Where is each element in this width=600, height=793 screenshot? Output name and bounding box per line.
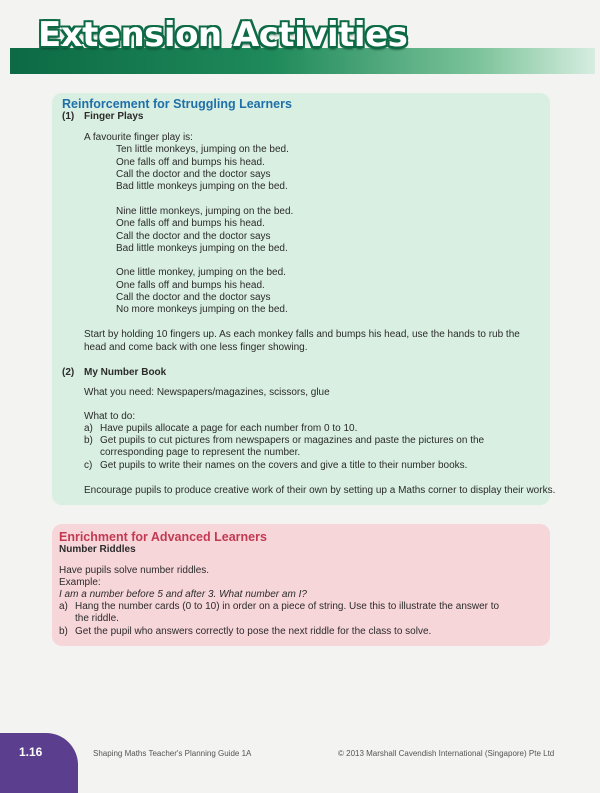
stanza3-line: No more monkeys jumping on the bed. [116, 304, 288, 315]
step-text: Hang the number cards (0 to 10) in order on a piece of string. Use this to illustrate the answer to [75, 601, 500, 612]
copyright: © 2013 Marshall Cavendish International (Singapore) Pte Ltd [338, 749, 555, 758]
stanza1-line: Ten little monkeys, jumping on the bed. [116, 144, 289, 155]
enrichment-intro: Have pupils solve number riddles. [59, 565, 210, 576]
activity1-intro: A favourite finger play is: [84, 132, 193, 143]
step-marker: a) [59, 601, 68, 612]
enrichment-heading: Enrichment for Advanced Learners [59, 530, 267, 544]
stanza1-line: One falls off and bumps his head. [116, 157, 265, 168]
step-marker: c) [84, 460, 93, 471]
step-marker: b) [59, 626, 68, 637]
activity1-title: Finger Plays [84, 111, 144, 122]
stanza2-line: Nine little monkeys, jumping on the bed. [116, 206, 294, 217]
stanza2-line: Bad little monkeys jumping on the bed. [116, 243, 288, 254]
activity2-number: (2) [62, 367, 75, 378]
stanza2-line: One falls off and bumps his head. [116, 218, 265, 229]
step-marker: a) [84, 423, 93, 434]
activity2-encourage: Encourage pupils to produce creative work of their own by setting up a Maths corner to display their works. [84, 485, 556, 496]
stanza1-line: Bad little monkeys jumping on the bed. [116, 181, 288, 192]
enrichment-subheading: Number Riddles [59, 544, 136, 555]
step-text: Get pupils to write their names on the covers and give a title to their number books. [100, 460, 468, 471]
book-title: Shaping Maths Teacher's Planning Guide 1A [93, 749, 252, 758]
example-label: Example: [59, 577, 101, 588]
stanza2-line: Call the doctor and the doctor says [116, 231, 271, 242]
step-text: Have pupils allocate a page for each number from 0 to 10. [100, 423, 358, 434]
step-text: Get the pupil who answers correctly to pose the next riddle for the class to solve. [75, 626, 432, 637]
page-title: Extension Activities [38, 15, 408, 55]
activity1-number: (1) [62, 111, 75, 122]
activity1-instruction: head and come back with one less finger showing. [84, 342, 308, 353]
activity2-title: My Number Book [84, 367, 167, 378]
step-marker: b) [84, 435, 93, 446]
stanza3-line: Call the doctor and the doctor says [116, 292, 271, 303]
page-number-tab [0, 733, 78, 793]
reinforcement-heading: Reinforcement for Struggling Learners [62, 97, 292, 111]
activity1-instruction: Start by holding 10 fingers up. As each monkey falls and bumps his head, use the hands to rub the [84, 329, 520, 340]
step-text: corresponding page to represent the number. [100, 447, 301, 458]
activity2-need: What you need: Newspapers/magazines, scissors, glue [84, 387, 330, 398]
stanza3-line: One falls off and bumps his head. [116, 280, 265, 291]
stanza3-line: One little monkey, jumping on the bed. [116, 267, 286, 278]
page-number: 1.16 [19, 745, 43, 759]
step-text: the riddle. [75, 613, 119, 624]
stanza1-line: Call the doctor and the doctor says [116, 169, 271, 180]
example-riddle: I am a number before 5 and after 3. What number am I? [59, 589, 307, 600]
activity2-todo: What to do: [84, 411, 136, 422]
step-text: Get pupils to cut pictures from newspapers or magazines and paste the pictures on the [100, 435, 485, 446]
